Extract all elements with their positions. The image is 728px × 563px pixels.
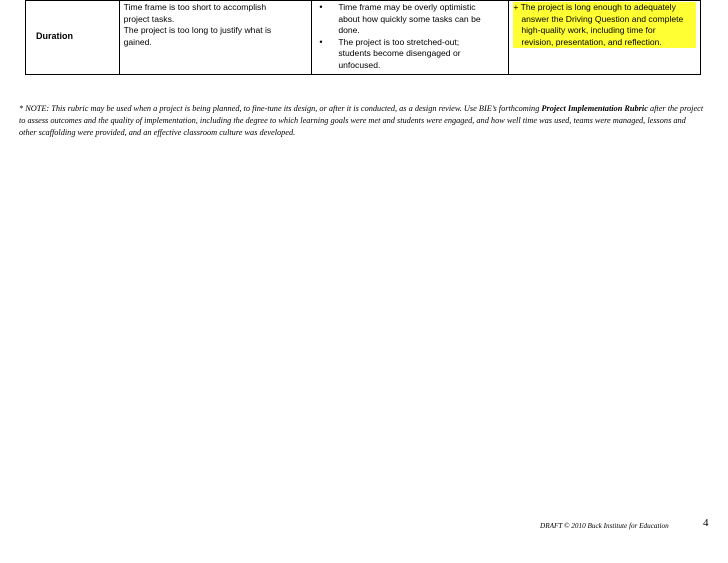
criteria-high-line: + The project is long enough to adequately [513,2,676,12]
note-text-continued: after the project to assess outcomes and the quality of implementation, including the degree to which learning goals were met and students were engaged, and how well time was used, teams were managed, lessons and other scaffolding were provided, and an effective classroom culture was developed. [19,104,704,137]
criteria-high-cell [509,1,701,75]
row-label: Duration [36,30,73,41]
criteria-low-line: project tasks. [123,13,175,24]
bullet-line: about how quickly some tasks can be [338,13,481,24]
row-label-cell [26,1,120,75]
bullet-icon: • [319,36,323,47]
criteria-mid-cell [312,1,509,75]
highlighted-text [513,2,696,48]
bullet-icon: • [319,2,323,12]
criteria-high-line: answer the Driving Question and complete [521,13,684,24]
criteria-mid-list [316,2,504,71]
rubric-note [19,103,705,139]
note-bold-title: Project Implementation Rubric [541,104,648,113]
note-text: * NOTE: This rubric may be used when a project is being planned, to fine-tune its design, or after it is conducted, as a design review. Use BIE’s forthcoming [19,104,542,113]
bullet-line: done. [338,25,360,35]
criteria-low-line: gained. [123,36,152,47]
list-item [316,2,504,37]
criteria-high-line: revision, presentation, and reflection. [521,36,662,47]
bullet-line: unfocused. [338,59,381,70]
criteria-low-cell [119,1,312,75]
bullet-line: students become disengaged or [338,48,461,58]
footer-copyright: DRAFT © 2010 Buck Institute for Education [540,522,669,530]
criteria-low-line: The project is too long to justify what is [123,25,272,35]
table-row [26,1,701,75]
list-item [316,37,504,72]
rubric-table [25,0,701,75]
bullet-line: Time frame may be overly optimistic [338,2,476,12]
bullet-line: The project is too stretched-out; [338,36,460,47]
criteria-low-line: Time frame is too short to accomplish [123,2,267,12]
page-number: 4 [703,517,709,529]
criteria-high-line: high-quality work, including time for [521,25,656,35]
